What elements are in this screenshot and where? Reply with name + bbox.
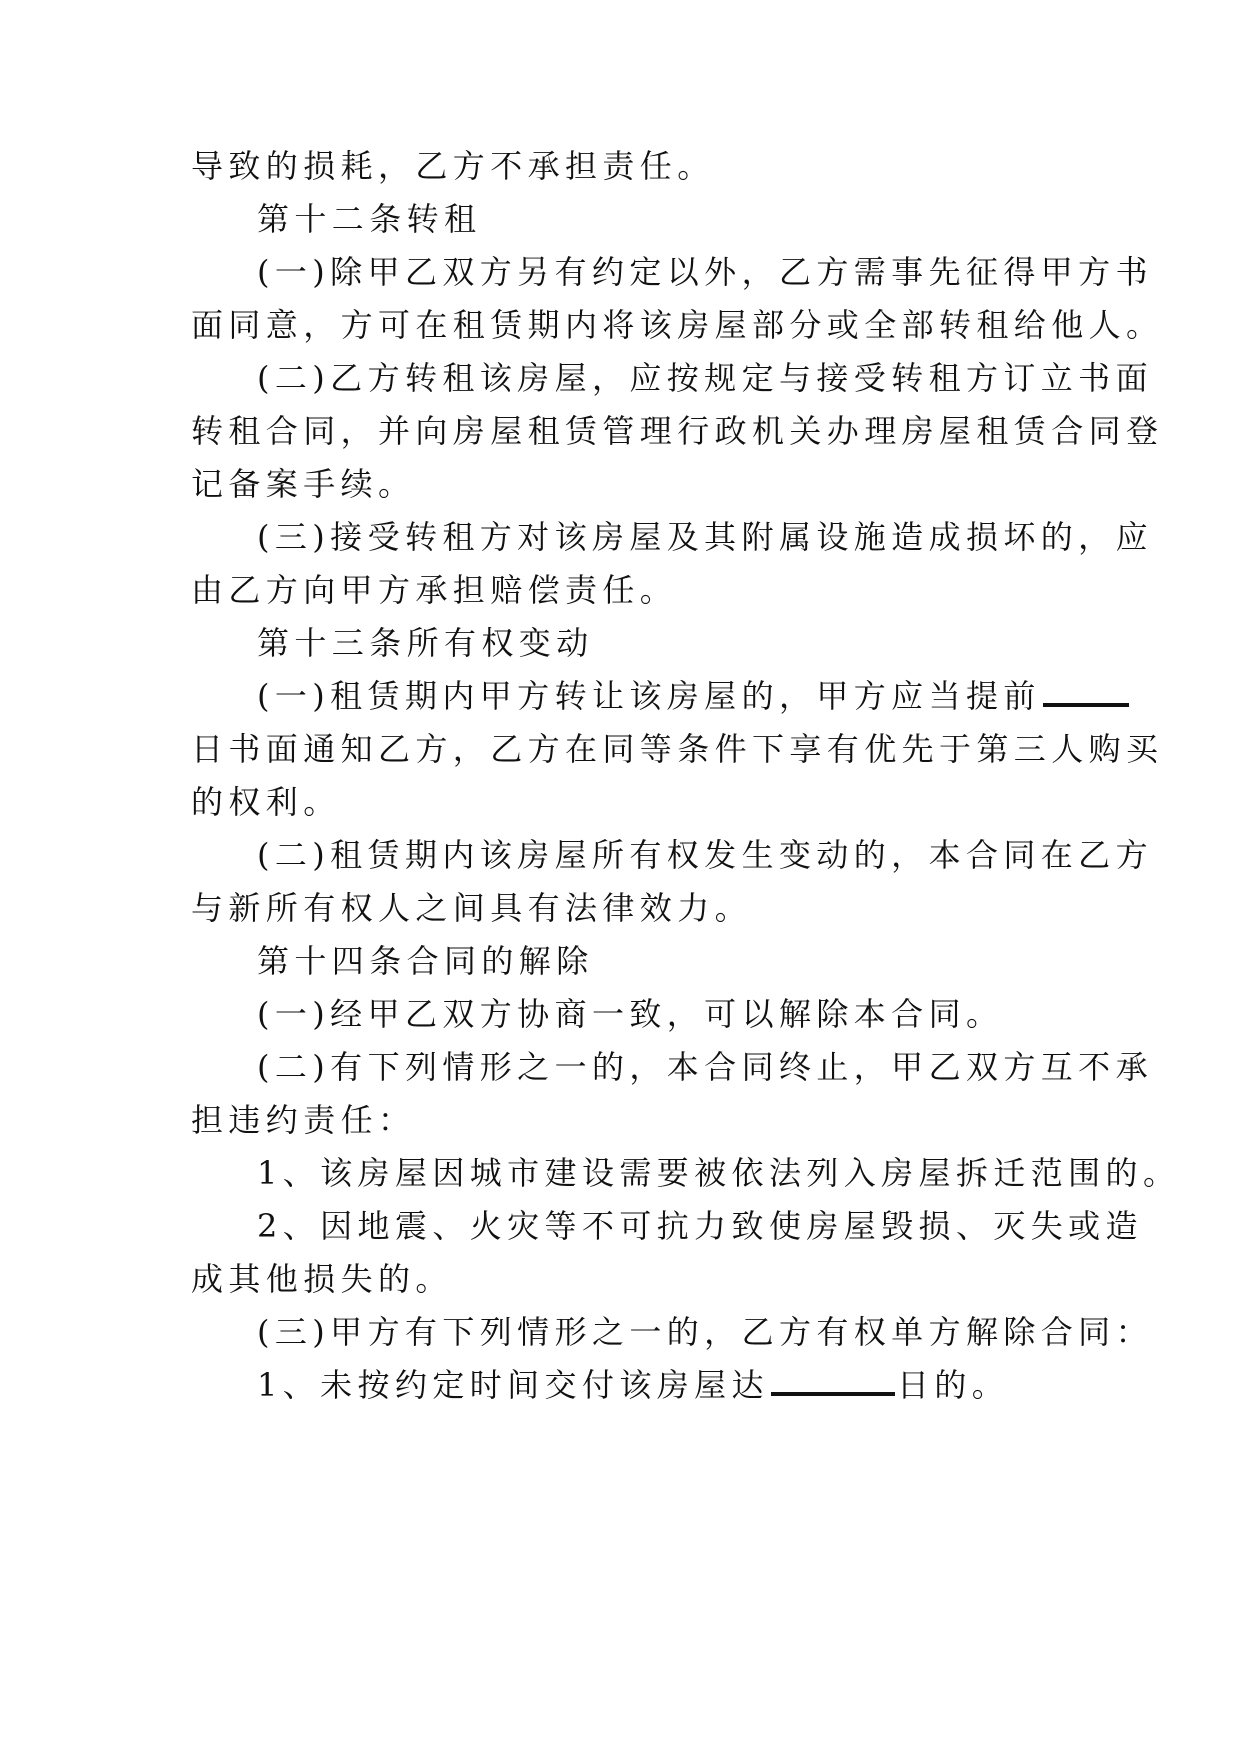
text-line: (二)有下列情形之一的，本合同终止，甲乙双方互不承 (257, 1048, 1153, 1086)
text-segment: 1、未按约定时间交付该房屋达 (257, 1366, 769, 1404)
text-line: (一)除甲乙双方另有约定以外，乙方需事先征得甲方书 (257, 253, 1153, 291)
text-line: 1、该房屋因城市建设需要被依法列入房屋拆迁范围的。 (257, 1154, 1181, 1192)
text-line: 由乙方向甲方承担赔偿责任。 (191, 571, 678, 609)
text-line-with-blank (257, 1355, 1009, 1415)
text-line: 记备案手续。 (191, 465, 416, 503)
article-12-heading: 第十二条转租 (257, 200, 482, 238)
text-line: 转租合同，并向房屋租赁管理行政机关办理房屋租赁合同登 (191, 412, 1164, 450)
text-line: 成其他损失的。 (191, 1260, 453, 1298)
text-line: (三)接受转租方对该房屋及其附属设施造成损坏的，应 (257, 518, 1153, 556)
text-line: 与新所有权人之间具有法律效力。 (191, 889, 753, 927)
text-segment: 日的。 (896, 1366, 1010, 1404)
article-14-heading: 第十四条合同的解除 (257, 942, 594, 980)
text-line: 导致的损耗，乙方不承担责任。 (191, 147, 715, 185)
text-line: (二)租赁期内该房屋所有权发生变动的，本合同在乙方 (257, 836, 1153, 874)
text-line-with-blank (257, 666, 1131, 726)
text-line: 2、因地震、火灾等不可抗力致使房屋毁损、灭失或造 (257, 1207, 1143, 1245)
fill-in-blank (1043, 679, 1129, 707)
text-line: 的权利。 (191, 783, 341, 821)
text-line: (一)经甲乙双方协商一致，可以解除本合同。 (257, 995, 1004, 1033)
text-segment: (一)租赁期内甲方转让该房屋的，甲方应当提前 (257, 677, 1041, 715)
text-line: (二)乙方转租该房屋，应按规定与接受转租方订立书面 (257, 359, 1153, 397)
text-line: 日书面通知乙方，乙方在同等条件下享有优先于第三人购买 (191, 730, 1164, 768)
text-line: 担违约责任： (191, 1101, 416, 1139)
article-13-heading: 第十三条所有权变动 (257, 624, 594, 662)
text-line: (三)甲方有下列情形之一的，乙方有权单方解除合同： (257, 1313, 1153, 1351)
text-line: 面同意，方可在租赁期内将该房屋部分或全部转租给他人。 (191, 306, 1164, 344)
fill-in-blank (771, 1368, 895, 1396)
